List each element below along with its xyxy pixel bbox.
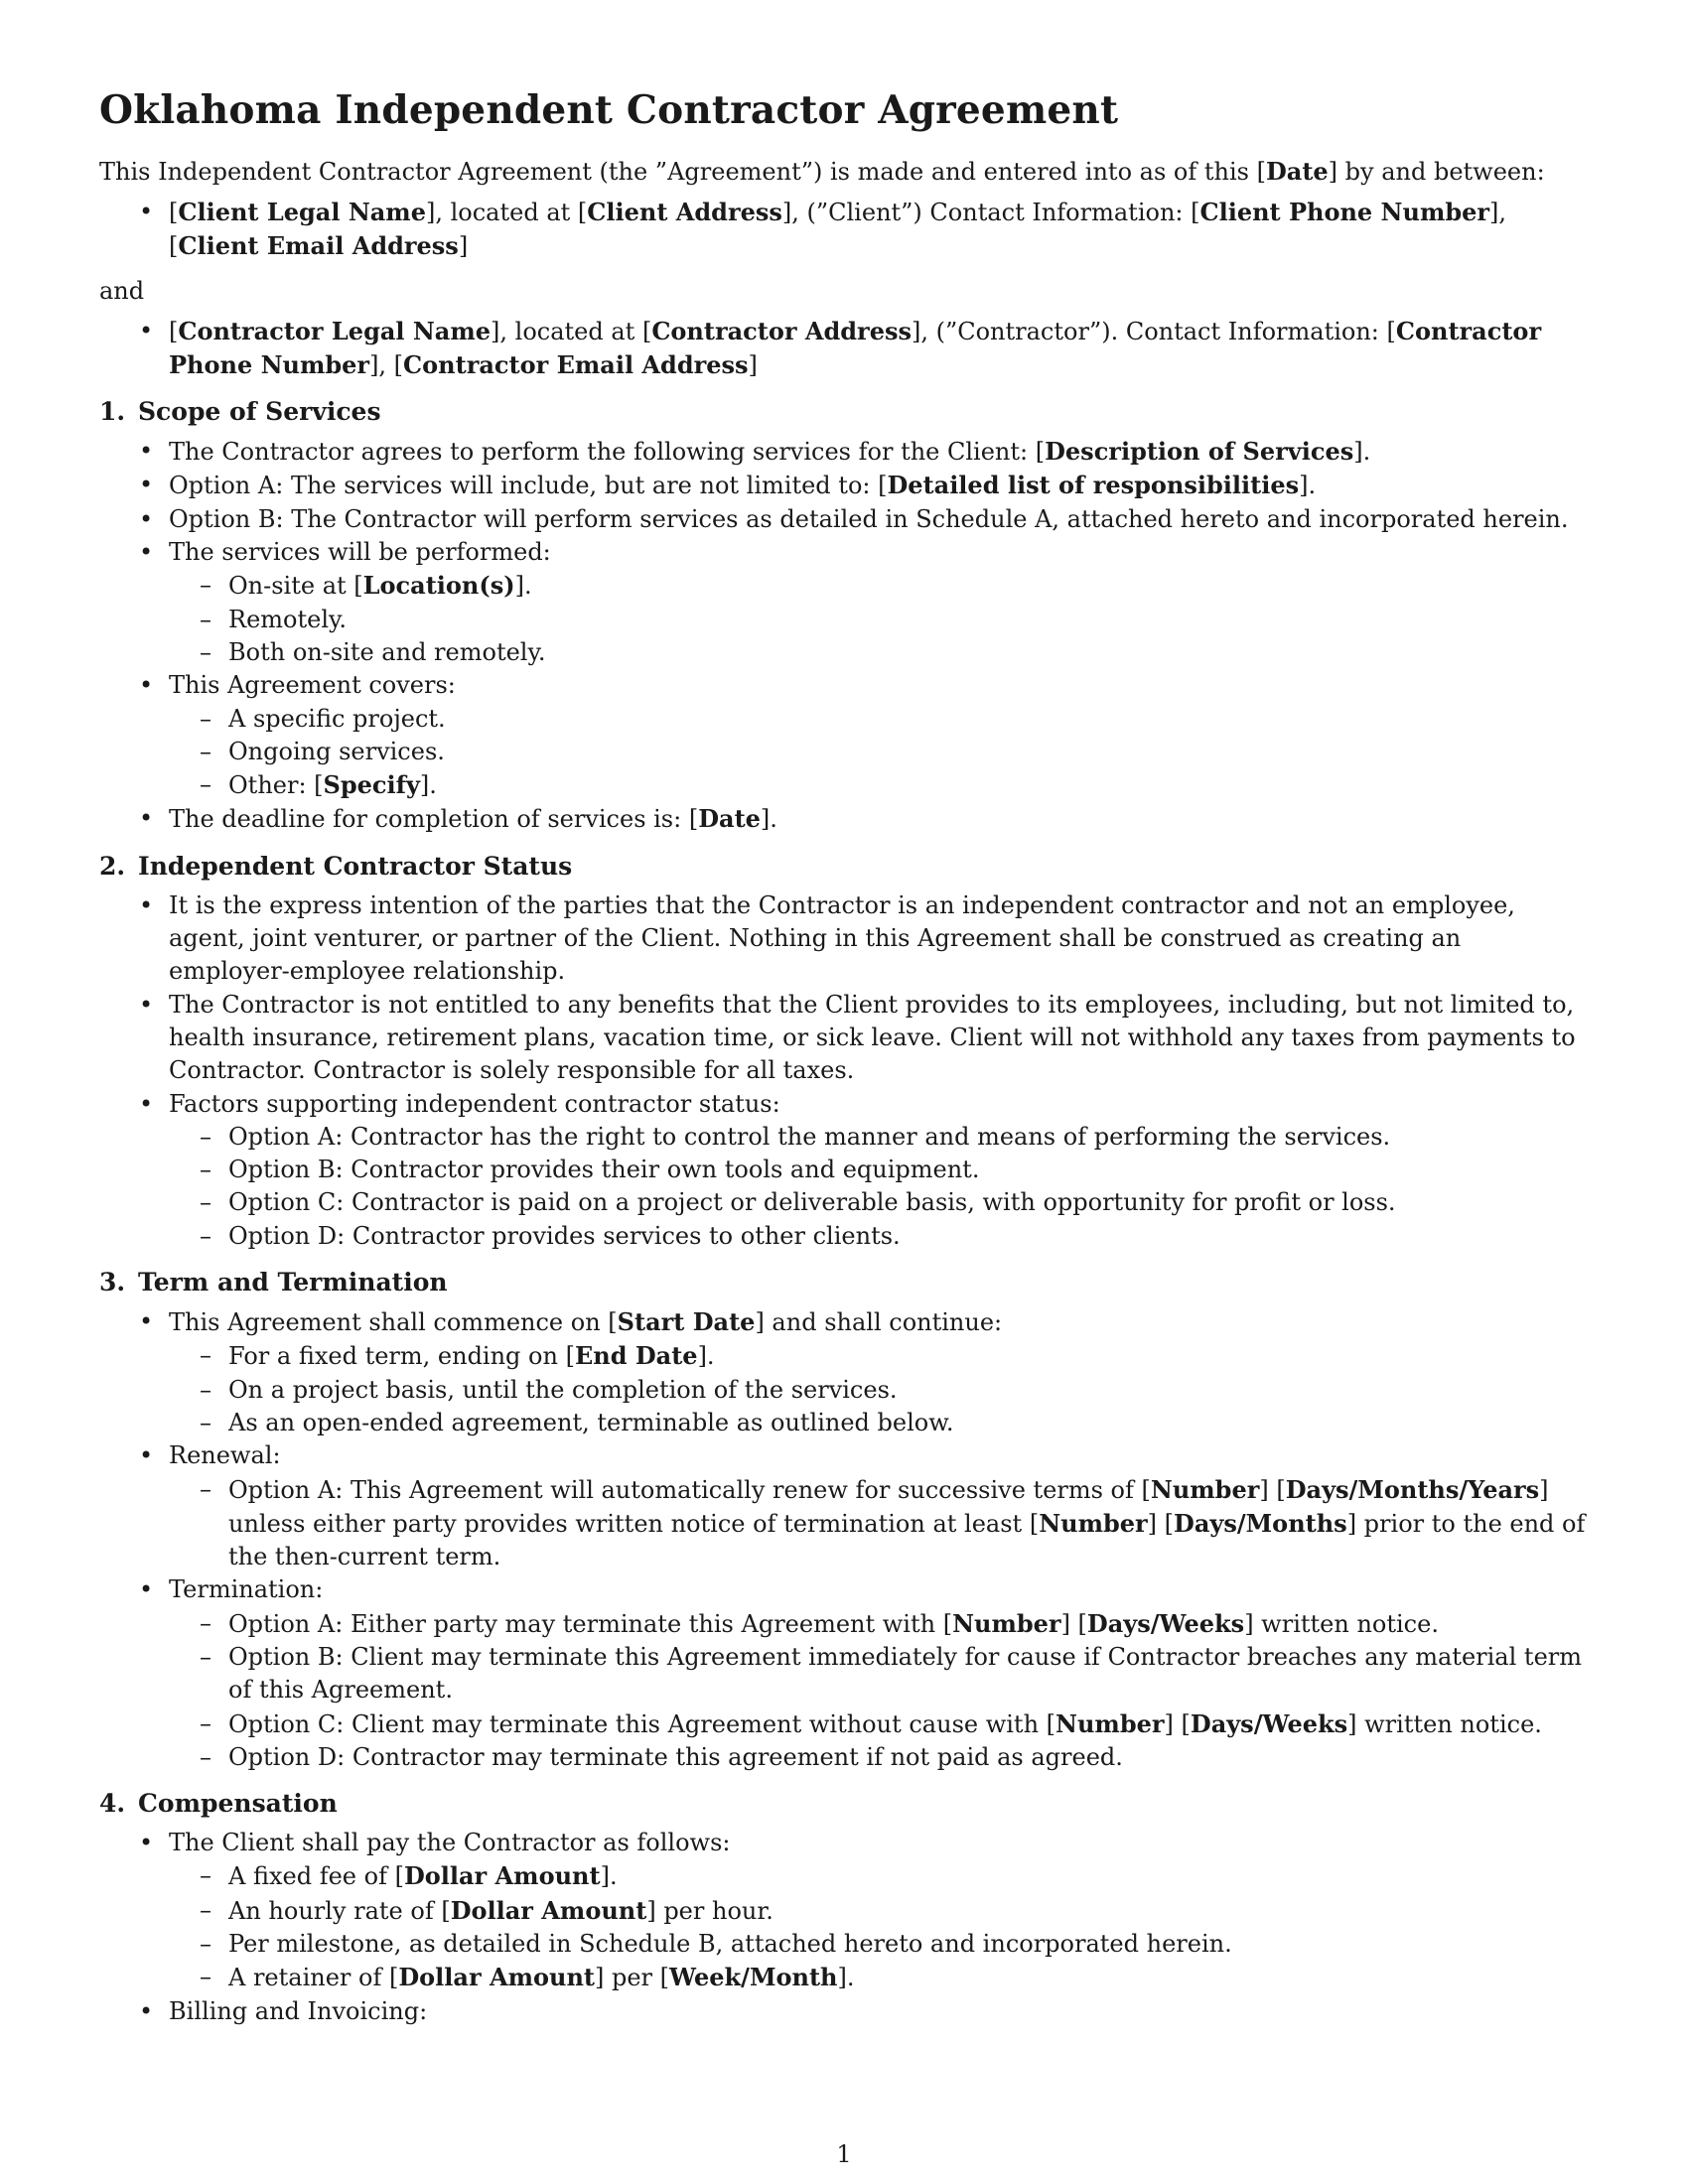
week-month-field: Week/Month: [669, 1963, 838, 1992]
item-text: ] and shall continue:: [755, 1308, 1003, 1337]
sub-list-item: [169, 1154, 1589, 1186]
client-text: ], (”Client”) Contact Information: [: [781, 199, 1200, 226]
list-item: [99, 536, 1589, 669]
item-text: ] written notice.: [1244, 1609, 1439, 1638]
contractor-text: ], [: [369, 350, 404, 379]
period-field: Days/Months: [1174, 1508, 1347, 1538]
dollar-amount-field: Dollar Amount: [398, 1963, 595, 1992]
item-text: Option D: Contractor may terminate this agreement if not paid as agreed.: [228, 1742, 1123, 1771]
sub-list-item: [169, 604, 1589, 636]
sub-list-item: [169, 736, 1589, 768]
sub-list: [169, 1339, 1589, 1439]
item-text: Option B: The Contractor will perform services as detailed in Schedule A, attached hereto and incorporated herein.: [169, 504, 1569, 533]
period-field: Days/Months/Years: [1285, 1474, 1540, 1504]
contractor-address-field: Contractor Address: [651, 316, 912, 345]
number-field: Number: [952, 1608, 1061, 1638]
list-item: [99, 669, 1589, 802]
intro-date-field: Date: [1265, 157, 1329, 186]
client-name-field: Client Legal Name: [178, 198, 426, 226]
sub-list-item: [169, 1741, 1589, 1774]
number-field: Number: [1150, 1474, 1260, 1504]
document-title: Oklahoma Independent Contractor Agreement: [99, 87, 1119, 133]
section-heading-scope: [99, 395, 1589, 428]
sub-list-item: [169, 703, 1589, 736]
dollar-amount-field: Dollar Amount: [403, 1861, 601, 1891]
location-field: Location(s): [362, 571, 515, 601]
item-text: On a project basis, until the completion of the services.: [228, 1375, 898, 1404]
contractor-name-field: Contractor Legal Name: [178, 316, 492, 345]
item-text: Option B: Client may terminate this Agreement immediately for cause if Contractor breaches any material term of this Agreement.: [228, 1642, 1582, 1705]
section-number: 3.: [99, 1268, 126, 1297]
section-title: Independent Contractor Status: [138, 851, 573, 881]
status-list: [99, 889, 1589, 1253]
list-item: [99, 1573, 1589, 1774]
sub-list-item: – Option C: Client may terminate this Agreement without cause with [Number] [Days/Weeks] written notice.: [169, 1707, 1589, 1741]
sub-list-item: [169, 1928, 1589, 1961]
dollar-amount-field: Dollar Amount: [450, 1895, 647, 1925]
item-text: ] per [: [594, 1964, 670, 1992]
item-text: Option A: Either party may terminate this Agreement with [: [228, 1609, 953, 1638]
compensation-list: [99, 1827, 1589, 2028]
contractor-party-item: • [Contractor Legal Name], located at [Contractor Address], (”Contractor”). Contact Information: [Contractor Phone Number], [Contractor Email Address]: [99, 315, 1589, 383]
list-item: [99, 1995, 1589, 2028]
item-text: Option A: This Agreement will automatically renew for successive terms of [: [228, 1475, 1151, 1504]
item-text: A specific project.: [228, 704, 446, 733]
list-item: • The deadline for completion of services is: [Date].: [99, 802, 1589, 836]
sub-list-item: [169, 1186, 1589, 1219]
sub-list-item: [169, 1374, 1589, 1407]
item-text: Billing and Invoicing:: [169, 1996, 428, 2025]
contractor-text: ], (”Contractor”). Contact Information: [: [911, 317, 1396, 345]
start-date-field: Start Date: [617, 1307, 756, 1337]
item-text: Renewal:: [169, 1441, 281, 1470]
contractor-email-field: Contractor Email Address: [403, 349, 749, 379]
sub-list-item: – A retainer of [Dollar Amount] per [Week/Month].: [169, 1961, 1589, 1994]
item-text: Option A: Contractor has the right to control the manner and means of performing the services.: [228, 1122, 1391, 1151]
sub-list: [169, 703, 1589, 803]
contractor-phone-field: Contractor Phone Number: [169, 316, 1542, 379]
client-party-list: [99, 196, 1589, 264]
item-text: Option C: Contractor is paid on a project or deliverable basis, with opportunity for profit or loss.: [228, 1188, 1396, 1217]
number-field: Number: [1039, 1508, 1148, 1538]
list-item: [99, 1305, 1589, 1439]
item-text: Option A: The services will include, but are not limited to: [: [169, 472, 888, 500]
item-text: ] per hour.: [646, 1896, 774, 1925]
item-text: The Client shall pay the Contractor as follows:: [169, 1829, 731, 1857]
sub-list-item: – Other: [Specify].: [169, 768, 1589, 802]
sub-list-item: [169, 1641, 1589, 1707]
specify-field: Specify: [323, 770, 420, 800]
item-text: Both on-site and remotely.: [228, 637, 546, 666]
list-item: [99, 989, 1589, 1088]
sub-list-item: [169, 636, 1589, 669]
section-heading-status: [99, 850, 1589, 883]
client-address-field: Client Address: [587, 198, 782, 226]
section-number: 1.: [99, 397, 126, 427]
client-phone-field: Client Phone Number: [1199, 198, 1490, 226]
sub-list-item: [169, 1121, 1589, 1154]
item-text: Option B: Contractor provides their own tools and equipment.: [228, 1156, 980, 1184]
item-text: Ongoing services.: [228, 737, 445, 765]
sub-list-item: [169, 1894, 1589, 1928]
item-text: Termination:: [169, 1575, 324, 1604]
description-of-services-field: Description of Services: [1045, 437, 1354, 467]
client-text: ], [: [169, 199, 1507, 261]
item-text: The Contractor is not entitled to any benefits that the Client provides to its employees, including, but not limited to, health insurance, retirement plans, vacation time, or sick leave. Client will not withhold any taxes from payments to Contractor. Contractor is solely responsible for all taxes.: [169, 990, 1576, 1085]
sub-list: [169, 1859, 1589, 1994]
sub-list-item: – Option A: This Agreement will automatically renew for successive terms of [Number] [Days/Months/Years] unless either party provides written notice of termination at least [Number] [Days/Months] prior to the end of the then-current term.: [169, 1473, 1589, 1574]
item-text: This Agreement covers:: [169, 671, 456, 700]
section-title: Compensation: [138, 1789, 338, 1819]
item-text: Factors supporting independent contractor status:: [169, 1089, 780, 1118]
sub-list: [169, 569, 1589, 669]
item-text: The deadline for completion of services is: [: [169, 805, 699, 834]
client-party-item: • [Client Legal Name], located at [Client Address], (”Client”) Contact Information: [Client Phone Number], [Client Email Address]: [99, 196, 1589, 264]
item-text: Other: [: [228, 771, 324, 800]
contractor-party-list: [99, 315, 1589, 383]
client-text: ], located at [: [425, 199, 588, 226]
list-item: [99, 1827, 1589, 1994]
section-title: Term and Termination: [138, 1268, 448, 1297]
item-text: ] prior to the end of the then-current term.: [228, 1509, 1586, 1571]
item-text: Option D: Contractor provides services to other clients.: [228, 1221, 901, 1250]
scope-list: [99, 435, 1589, 837]
item-text: An hourly rate of [: [228, 1896, 451, 1925]
document-page: [99, 87, 1589, 2038]
client-email-field: Client Email Address: [178, 231, 459, 261]
item-text: A fixed fee of [: [228, 1862, 404, 1891]
number-field: Number: [1055, 1708, 1165, 1738]
item-text: This Agreement shall commence on [: [169, 1308, 618, 1337]
sub-list: [169, 1121, 1589, 1253]
item-text: On-site at [: [228, 572, 363, 601]
sub-list-item: – Option A: Either party may terminate this Agreement with [Number] [Days/Weeks] written notice.: [169, 1607, 1589, 1641]
item-text: ] written notice.: [1347, 1709, 1542, 1738]
list-item: [99, 1439, 1589, 1573]
item-text: A retainer of [: [228, 1964, 399, 1992]
intro-text-end: ] by and between:: [1328, 158, 1545, 186]
section-number: 2.: [99, 851, 126, 881]
and-text: and: [99, 276, 145, 305]
sub-list: [169, 1607, 1589, 1774]
section-heading-term: [99, 1266, 1589, 1298]
section-title: Scope of Services: [138, 397, 381, 427]
sub-list-item: – On-site at [Location(s)].: [169, 569, 1589, 603]
intro-text: This Independent Contractor Agreement (the ”Agreement”) is made and entered into as of this [: [99, 158, 1266, 186]
deadline-date-field: Date: [698, 804, 761, 834]
list-item: [99, 889, 1589, 989]
list-item: • The Contractor agrees to perform the following services for the Client: [Description of Services].: [99, 435, 1589, 469]
sub-list: [169, 1473, 1589, 1574]
intro-paragraph: [99, 155, 1589, 189]
sub-list-item: [169, 1407, 1589, 1439]
list-item: [99, 503, 1589, 536]
section-number: 4.: [99, 1789, 126, 1819]
sub-list-item: – A fixed fee of [Dollar Amount].: [169, 1859, 1589, 1893]
item-text: It is the express intention of the parties that the Contractor is an independent contractor and not an employee, agent, joint venturer, or partner of the Client. Nothing in this Agreement shall be construed as creating an employer-employee relationship.: [169, 890, 1515, 986]
item-text: The services will be performed:: [169, 538, 551, 567]
period-field: Days/Weeks: [1086, 1608, 1245, 1638]
item-text: As an open-ended agreement, terminable as outlined below.: [228, 1408, 954, 1436]
contractor-text: ], located at [: [491, 317, 652, 345]
page-number: 1: [836, 2140, 852, 2168]
list-item: • Option A: The services will include, but are not limited to: [Detailed list of responsibilities].: [99, 469, 1589, 502]
item-text: Option C: Client may terminate this Agreement without cause with [: [228, 1709, 1056, 1738]
sub-list-item: – For a fixed term, ending on [End Date].: [169, 1339, 1589, 1373]
item-text: For a fixed term, ending on [: [228, 1342, 575, 1371]
item-text: Remotely.: [228, 605, 348, 633]
section-heading-compensation: [99, 1787, 1589, 1820]
period-field: Days/Weeks: [1190, 1708, 1348, 1738]
list-item: [99, 1088, 1589, 1253]
term-list: [99, 1305, 1589, 1774]
item-text: The Contractor agrees to perform the following services for the Client: [: [169, 438, 1046, 467]
item-text: ] unless either party provides written notice of termination at least [: [228, 1475, 1549, 1538]
sub-list-item: [169, 1220, 1589, 1253]
end-date-field: End Date: [574, 1341, 698, 1371]
item-text: Per milestone, as detailed in Schedule B, attached hereto and incorporated herein.: [228, 1930, 1232, 1959]
responsibilities-field: Detailed list of responsibilities: [887, 471, 1300, 500]
